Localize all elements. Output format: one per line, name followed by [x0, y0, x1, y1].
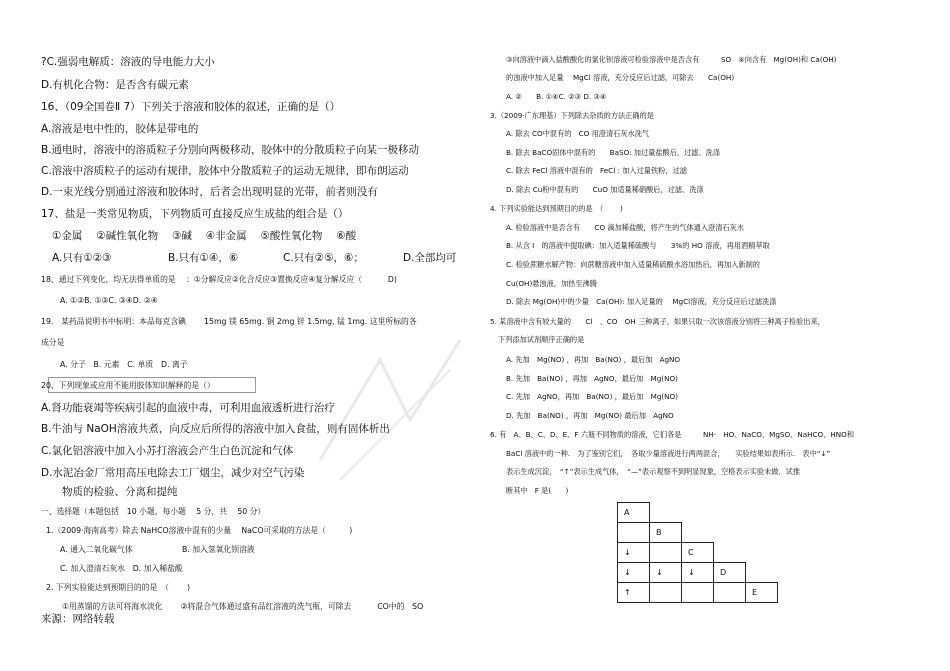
option-c: C. 先加 AgNO，再加 Ba(NO) ，最后加 Mg(NO)	[506, 392, 679, 401]
section-title: 物质的检验、分离和提纯	[62, 486, 178, 498]
question-6-cont: 表示生成沉淀， “↑”表示生成气体， “—”表示观察不到明显现象，空格表示实验未做．试推	[506, 467, 801, 476]
option-a: A. 先加 Mg(NO) ，再加 Ba(NO) ，最后加 AgNO	[506, 355, 681, 364]
table-cell	[682, 583, 714, 603]
table-cell: ↑	[618, 583, 650, 603]
text-line: ③向溶液中滴入盐酸酸化的氯化钡溶液可检验溶液中是否含有 SO ④向含有 Mg(OH)和 Ca(OH)	[506, 55, 837, 64]
option-d: D.一束光线分别通过溶液和胶体时，后者会出现明显的光带，前者则没有	[41, 186, 378, 198]
table-cell	[714, 503, 746, 523]
question-18-options: A. ①②B. ①③C. ③④D. ②④	[60, 296, 158, 305]
source-note: 来源：网络转载	[41, 613, 115, 625]
question-19: 19. 某药品说明书中标明：本品每克含碘 15mg 镁 65mg. 铜 2mg 锌 1.5mg, 锰 1mg. 这里所标的各	[41, 317, 417, 326]
question-2: 2. 下列实验能达到预期目的的是 （ )	[46, 583, 191, 592]
options-line: A. ② B. ①④C. ②③ D. ③④	[506, 92, 607, 101]
text-line: D.有机化合物：是否含有碳元素	[41, 79, 189, 91]
option-a: A. 检验溶液中是否含有 CO 滴加稀盐酸，将产生的气体通入澄清石灰水	[506, 223, 744, 232]
section-instructions: 一、选择题（本题包括 10 小题，每小题 5 分，共 50 分）	[41, 507, 266, 516]
option-a: A.溶液是电中性的，胶体是带电的	[41, 123, 199, 135]
question-1: 1.（2009·海南高考）除去 NaHCO溶液中混有的少量 NaCO可采取的方法是（ )	[46, 526, 353, 535]
option-c-cont: Cu(OH)悬浊液，加热至沸腾	[506, 279, 597, 288]
option-b: B.通电时，溶液中的溶质粒子分别向两极移动，胶体中的分散质粒子向某一极移动	[41, 144, 420, 156]
question-5-cont: 下列添加试剂顺序正确的是	[498, 335, 585, 344]
question-2-items: ①用蒸馏的方法可将海水淡化 ②将混合气体通过盛有品红溶液的洗气瓶，可除去 CO中的 SO	[62, 602, 424, 611]
table-cell: A	[618, 503, 650, 523]
table-cell	[746, 503, 778, 523]
question-16: 16、（09全国卷Ⅱ 7）下列关于溶液和胶体的叙述，正确的是（）	[41, 101, 341, 113]
table-cell	[746, 523, 778, 543]
question-5: 5. 某溶液中含有较大量的 Cl 、CO OH 三种离子，如果只取一次该溶液分别将三种离子检验出来，	[490, 317, 825, 326]
table-row	[618, 583, 778, 603]
question-6-cont: 断其中 F 是( )	[506, 486, 569, 495]
table-cell: ↓	[618, 563, 650, 583]
question-4: 4. 下列实验能达到预期目的的是 （ )	[490, 204, 623, 213]
option-d: D. 先加 Ba(NO) ，再加 Mg(NO) 最后加 AgNO	[506, 411, 674, 420]
option-c: C.溶液中溶质粒子的运动有规律，胶体中分散质粒子的运动无规律，即布朗运动	[41, 165, 409, 177]
table-cell	[650, 543, 682, 563]
option-c: C.只有②⑤，⑥；	[283, 252, 364, 264]
table-cell: B	[650, 523, 682, 543]
table-cell	[714, 543, 746, 563]
option-b: B.只有①④，⑥	[168, 252, 239, 264]
table-cell	[682, 523, 714, 543]
table-cell	[746, 563, 778, 583]
table-cell	[618, 523, 650, 543]
option-cd: C. 加入澄清石灰水 D. 加入稀盐酸	[60, 564, 183, 573]
option-a: A.肾功能衰竭等疾病引起的血液中毒，可利用血液透析进行治疗	[41, 402, 335, 414]
option-b: B.牛油与 NaOH溶液共煮，向反应后所得的溶液中加入食盐，则有固体析出	[41, 423, 390, 435]
option-b: B. 先加 Ba(NO) ，再加 AgNO，最后加 Mg(NO)	[506, 374, 678, 383]
table-row	[618, 523, 778, 543]
option-b: B. 加入氢氧化钡溶液	[182, 545, 255, 554]
option-d: D. 除去 Mg(OH)中的少量 Ca(OH): 加入足量的 MgCl溶液，充分反应后过滤洗涤	[506, 297, 777, 306]
table-cell: ↓	[682, 563, 714, 583]
question-6-cont: BaCl 溶液中的一种. 为了鉴别它们， 各取少量溶液进行两两混合， 实验结果如表所示. 表中“↓”	[506, 449, 831, 458]
question-18: 18、通过下列变化，均无法得单质的是 ：①分解反应②化合反应③置换反应④复分解反应（ D)	[41, 275, 397, 284]
option-b: B. 从含 I 的溶液中提取碘：加入适量稀硫酸与 3%的 HO 溶液，再用酒精萃取	[506, 241, 770, 250]
text-line: 的浊液中加入足量 MgCl 溶液，充分反应后过滤，可除去 Ca(OH)	[506, 73, 735, 82]
question-6: 6. 有 A、B、C、D、E、F 六瓶不同物质的溶液，它们各是 NH· HO、NaCO、MgSO、NaHCO、HNO和	[490, 430, 855, 439]
question-20: 20、下列现象或应用不能用胶体知识解释的是（）	[41, 381, 215, 390]
table-cell: ↓	[650, 563, 682, 583]
table-cell	[650, 583, 682, 603]
table-cell	[714, 583, 746, 603]
table-cell	[650, 503, 682, 523]
option-d: D.水泥冶金厂常用高压电除去工厂烟尘，减少对空气污染	[41, 467, 305, 479]
option-c: C. 检验蔗糖水解产物：向蔗糖溶液中加入适量稀硫酸水浴加热后，再加入新制的	[506, 260, 760, 269]
option-c: C. 除去 FeCl 溶液中混有的 FeCl : 加入过量铁粉，过滤	[506, 166, 687, 175]
option-a: A. 除去 CO中混有的 CO 用澄清石灰水洗气	[506, 129, 650, 138]
option-d: D.全部均可	[403, 252, 457, 264]
question-17: 17、盐是一类常见物质，下列物质可直接反应生成盐的组合是（）	[41, 208, 349, 220]
option-b: B. 除去 BaCO固体中混有的 BaSO: 加过量盐酸后，过滤、洗涤	[506, 148, 721, 157]
option-a: A.只有①②③	[52, 252, 112, 264]
question-17-items: ①金属 ②碱性氧化物 ③碱 ④非金属 ⑤酸性氧化物 ⑥酸	[52, 230, 357, 242]
table-cell	[682, 503, 714, 523]
question-3: 3.（2009·广东理基）下列除去杂质的方法正确的是	[490, 111, 654, 120]
table-cell: D	[714, 563, 746, 583]
table-row	[618, 503, 778, 523]
table-cell: E	[746, 583, 778, 603]
option-a: A. 通入二氧化碳气体	[60, 545, 133, 554]
table-cell	[714, 523, 746, 543]
question-19-options: A. 分子 B. 元素 C. 单质 D. 离子	[60, 360, 188, 369]
option-c: C.氯化铝溶液中加入小苏打溶液会产生白色沉淀和气体	[41, 445, 294, 457]
option-d: D. 除去 Cu粉中混有的 CuO 加适量稀硝酸后，过滤、洗涤	[506, 185, 704, 194]
table-cell: C	[682, 543, 714, 563]
table-cell	[746, 543, 778, 563]
table-row	[618, 543, 778, 563]
question-19-cont: 成分是	[41, 338, 65, 347]
table-row	[618, 563, 778, 583]
table-cell: ↓	[618, 543, 650, 563]
text-line: ?C.强弱电解质：溶液的导电能力大小	[41, 56, 215, 68]
result-table	[617, 502, 778, 603]
